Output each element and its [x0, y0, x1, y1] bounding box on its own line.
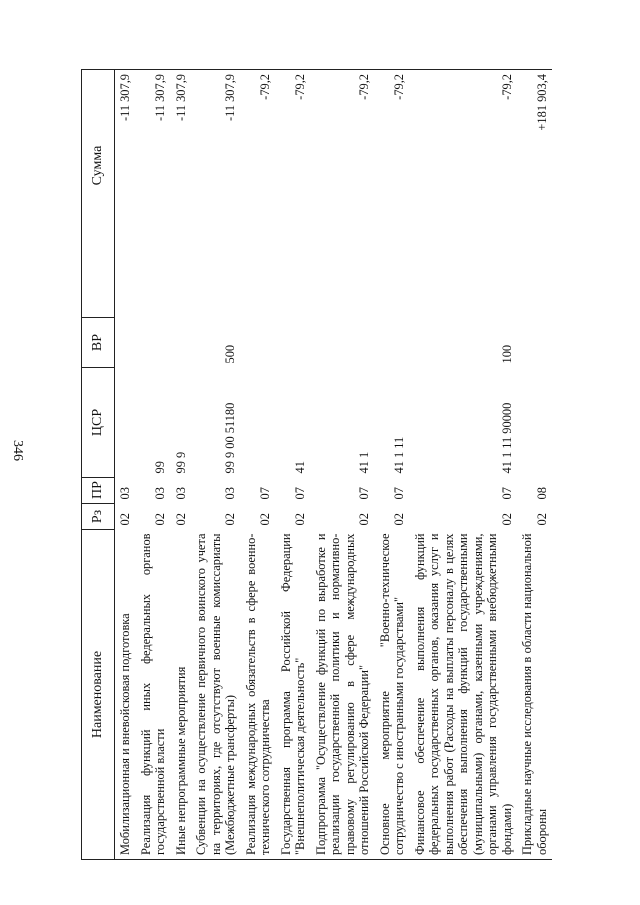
table-row	[171, 70, 192, 860]
header-sum: Сумма	[82, 70, 115, 318]
row-csr	[115, 368, 136, 478]
header-csr: ЦСР	[82, 368, 115, 478]
rotated-table-wrapper	[81, 70, 591, 860]
row-pr: 03	[223, 487, 237, 500]
row-name: Реализация международных обязательств в сфере военно-технического сотрудничества	[241, 530, 276, 860]
row-sum: -79,2	[276, 70, 311, 318]
row-name: Подпрограмма "Осуществление функций по выработке и реализации государственной политики и нормативно-правовому регулированию в сфере международных отношений Российской Федерации"	[311, 530, 375, 860]
budget-table	[81, 69, 552, 860]
row-pr: 03	[173, 487, 188, 500]
row-pr: 03	[118, 487, 132, 500]
row-sum: -11 307,9	[171, 70, 192, 318]
row-name: Финансовое обеспечение выполнения функций федеральных государственных органов, оказания услуг и выполнения работ (Расходы на выплаты персоналу в целях обеспечения выполнения функций государственными (муниципальными) органами, казенными учреждениями, органами управления государственными внебюджетными фондами)	[410, 530, 518, 860]
table-row	[115, 70, 136, 860]
row-csr: 41 1 11	[392, 436, 406, 474]
table-row	[136, 70, 171, 860]
row-csr	[241, 368, 276, 478]
row-rz: 02	[118, 513, 132, 526]
row-rz: 02	[258, 513, 272, 526]
row-name: Государственная программа Российской Федерации "Внешнеполитическая деятельность"	[276, 530, 311, 860]
row-csr: 99 9	[173, 451, 188, 474]
header-name: Наименование	[82, 530, 115, 860]
row-vr: 100	[499, 344, 514, 364]
table-row	[191, 70, 241, 860]
row-csr: 99	[153, 461, 167, 474]
table-row	[375, 70, 410, 860]
row-csr: 41 1 11 90000	[499, 402, 514, 474]
row-pr: 08	[534, 487, 549, 500]
row-pr: 07	[499, 487, 514, 500]
row-sum: -79,2	[375, 70, 410, 318]
row-csr: 41 1	[357, 451, 371, 474]
row-sum: -11 307,9	[191, 70, 241, 318]
row-vr	[517, 318, 552, 368]
row-sum: -79,2	[311, 70, 375, 318]
row-vr	[136, 318, 171, 368]
row-name: Прикладные научные исследования в области национальной обороны	[517, 530, 552, 860]
row-name: Субвенции на осуществление первичного воинского учета на территориях, где отсутствуют военные комиссариаты (Межбюджетные трансферты)	[191, 530, 241, 860]
row-sum: -11 307,9	[136, 70, 171, 318]
row-name: Мобилизационная и вневойсковая подготовка	[115, 530, 136, 860]
row-pr: 07	[293, 487, 307, 500]
row-pr: 07	[392, 487, 406, 500]
table-row	[241, 70, 276, 860]
page-number: 346	[10, 440, 25, 461]
table-body	[115, 70, 553, 860]
header-rz: Рз	[82, 504, 115, 530]
row-rz: 02	[153, 513, 167, 526]
row-csr: 41	[293, 461, 307, 474]
row-name: Иные непрограммные мероприятия	[171, 530, 192, 860]
header-vr: ВР	[82, 318, 115, 368]
row-csr: 99 9 00 51180	[223, 402, 237, 474]
row-rz: 02	[499, 513, 514, 526]
row-vr	[311, 318, 375, 368]
table-row	[517, 70, 552, 860]
row-name: Основное мероприятие "Военно-техническое сотрудничество с иностранными государствами"	[375, 530, 410, 860]
row-vr	[276, 318, 311, 368]
row-sum: +181 903,4	[517, 70, 552, 318]
row-name: Реализация функций иных федеральных органов государственной власти	[136, 530, 171, 860]
row-pr: 07	[258, 487, 272, 500]
table-row	[311, 70, 375, 860]
row-rz: 02	[392, 513, 406, 526]
row-pr: 07	[357, 487, 371, 500]
row-sum: -11 307,9	[115, 70, 136, 318]
table-row	[410, 70, 518, 860]
table-header-row	[82, 70, 115, 860]
row-vr	[171, 318, 192, 368]
row-vr	[241, 318, 276, 368]
row-vr	[375, 318, 410, 368]
row-sum: -79,2	[241, 70, 276, 318]
row-rz: 02	[534, 513, 549, 526]
row-pr: 03	[153, 487, 167, 500]
row-sum: -79,2	[410, 70, 518, 318]
row-vr: 500	[223, 344, 237, 364]
row-rz: 02	[173, 513, 188, 526]
table-row	[276, 70, 311, 860]
row-rz: 02	[357, 513, 371, 526]
header-pr: ПР	[82, 478, 115, 504]
row-vr	[115, 318, 136, 368]
row-rz: 02	[223, 513, 237, 526]
row-rz: 02	[293, 513, 307, 526]
row-csr	[517, 368, 552, 478]
